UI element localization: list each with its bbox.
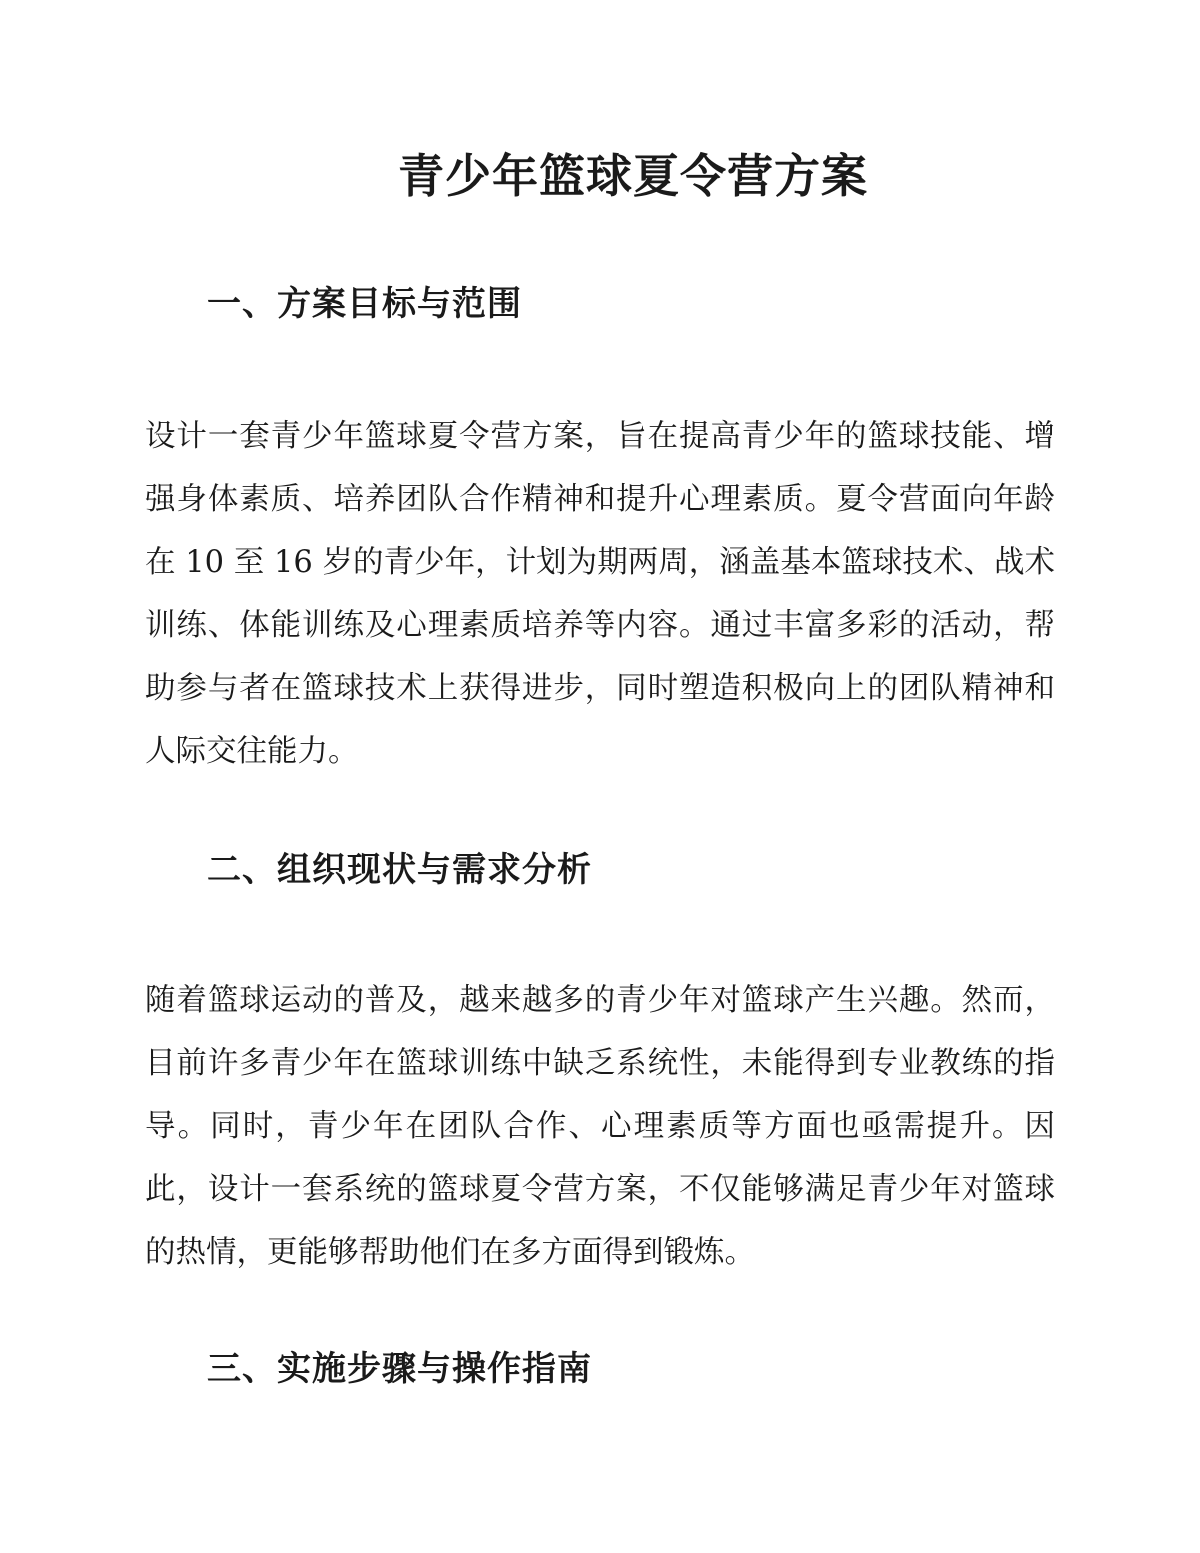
section-paragraph-1-text: 设计一套青少年篮球夏令营方案，旨在提高青少年的篮球技能、增强身体素质、培养团队合作精神和提升心理素质。夏令营面向年龄在 10 至 16 岁的青少年，计划为期两周，涵盖基本篮球技术、战术训练、体能训练及心理素质培养等内容。通过丰富多彩的活动，帮助参与者在篮球技术上获得进步，同时塑造积极向上的团队精神和人际交往能力。 — [145, 419, 1055, 769]
section-heading-3: 三、实施步骤与操作指南 — [207, 1349, 592, 1389]
section-heading-1: 一、方案目标与范围 — [207, 284, 522, 324]
document-title: 青少年篮球夏令营方案 — [398, 149, 868, 203]
section-paragraph-2 — [145, 969, 1055, 1284]
section-paragraph-2-text: 随着篮球运动的普及，越来越多的青少年对篮球产生兴趣。然而，目前许多青少年在篮球训练中缺乏系统性，未能得到专业教练的指导。同时，青少年在团队合作、心理素质等方面也亟需提升。因此，设计一套系统的篮球夏令营方案，不仅能够满足青少年对篮球的热情，更能够帮助他们在多方面得到锻炼。 — [145, 983, 1055, 1270]
section-paragraph-1 — [145, 405, 1055, 783]
section-heading-2: 二、组织现状与需求分析 — [207, 850, 592, 890]
